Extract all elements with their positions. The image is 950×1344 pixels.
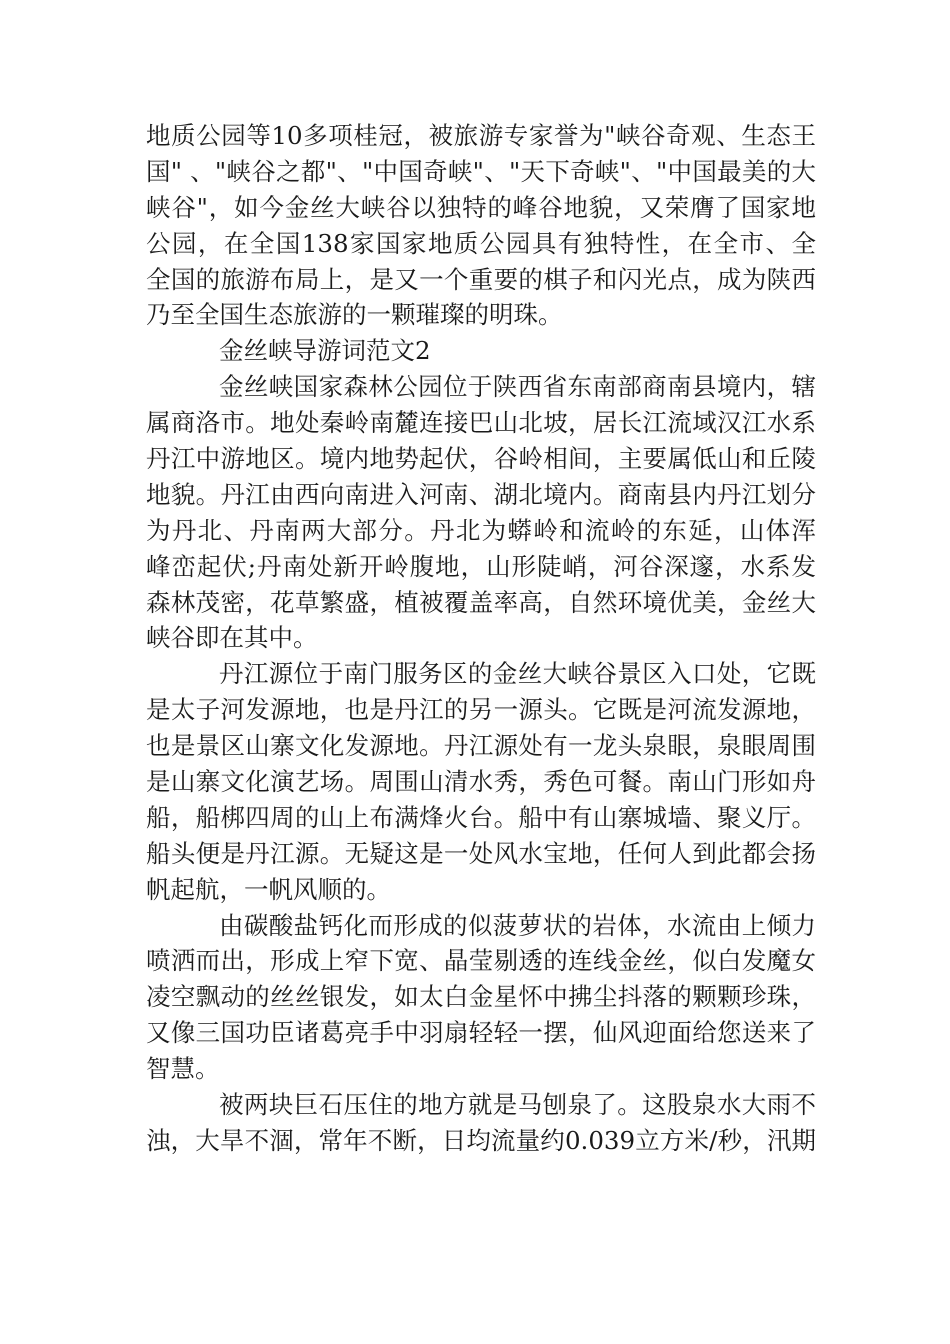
- text-line: 是山寨文化演艺场。周围山清水秀，秀色可餐。南山门形如舟: [146, 767, 816, 797]
- paragraph-1: [146, 369, 816, 656]
- text-line: 又像三国功臣诸葛亮手中羽扇轻轻一摆，仙风迎面给您送来了: [146, 1018, 816, 1048]
- text-line: 地质公园等10多项桂冠，被旅游专家誉为"峡谷奇观、生态王: [146, 121, 816, 150]
- text-line: 智慧。: [146, 1054, 220, 1084]
- intro-paragraph: [146, 118, 816, 333]
- text-line: 喷洒而出，形成上窄下宽、晶莹剔透的连线金丝，似白发魔女: [146, 946, 816, 976]
- paragraph-2: [146, 656, 816, 907]
- text-line: 凌空飘动的丝丝银发，如太白金星怀中拂尘抖落的颗颗珍珠，: [146, 982, 816, 1012]
- text-line: 峡谷即在其中。: [146, 623, 318, 653]
- text-line: 帆起航，一帆风顺的。: [146, 874, 391, 904]
- text-line: 是太子河发源地，也是丹江的另一源头。它既是河流发源地，: [146, 695, 816, 725]
- text-line: 为丹北、丹南两大部分。丹北为蟒岭和流岭的东延，山体浑: [146, 515, 816, 545]
- text-line: 由碳酸盐钙化而形成的似菠萝状的岩体，水流由上倾力: [219, 910, 816, 940]
- document-body: [146, 118, 816, 1159]
- text-line: 峡谷"，如今金丝大峡谷以独特的峰谷地貌，又荣膺了国家地: [146, 192, 816, 222]
- text-line: 丹江源位于南门服务区的金丝大峡谷景区入口处，它既: [219, 659, 816, 689]
- text-line: 峰峦起伏;丹南处新开岭腹地，山形陡峭，河谷深邃，水系发: [146, 551, 816, 581]
- text-line: 地貌。丹江由西向南进入河南、湖北境内。商南县内丹江划分: [146, 479, 816, 509]
- text-line: 公园，在全国138家国家地质公园具有独特性，在全市、全: [146, 228, 816, 258]
- text-line: 森林茂密，花草繁盛，植被覆盖率高，自然环境优美，金丝大: [146, 587, 816, 617]
- text-line: 浊，大旱不涸，常年不断，日均流量约0.039立方米/秒，汛期: [146, 1125, 816, 1155]
- text-line: 船头便是丹江源。无疑这是一处风水宝地，任何人到此都会扬: [146, 838, 816, 868]
- text-line: 乃至全国生态旅游的一颗璀璨的明珠。: [146, 300, 563, 330]
- section-heading: 金丝峡导游词范文2: [219, 336, 431, 366]
- text-line: 也是景区山寨文化发源地。丹江源处有一龙头泉眼，泉眼周围: [146, 731, 816, 761]
- paragraph-4: [146, 1087, 816, 1159]
- paragraph-3: [146, 908, 816, 1087]
- text-line: 国" 、"峡谷之都"、"中国奇峡"、"天下奇峡"、"中国最美的大: [146, 156, 816, 186]
- text-line: 属商洛市。地处秦岭南麓连接巴山北坡，居长江流域汉江水系: [146, 408, 816, 438]
- text-line: 船，船梆四周的山上布满烽火台。船中有山寨城墙、聚义厅。: [146, 802, 816, 832]
- text-line: 全国的旅游布局上，是又一个重要的棋子和闪光点，成为陕西: [146, 264, 816, 294]
- text-line: 被两块巨石压住的地方就是马刨泉了。这股泉水大雨不: [219, 1090, 816, 1120]
- text-line: 丹江中游地区。境内地势起伏，谷岭相间，主要属低山和丘陵: [146, 444, 816, 474]
- text-line: 金丝峡国家森林公园位于陕西省东南部商南县境内，辖: [219, 372, 816, 402]
